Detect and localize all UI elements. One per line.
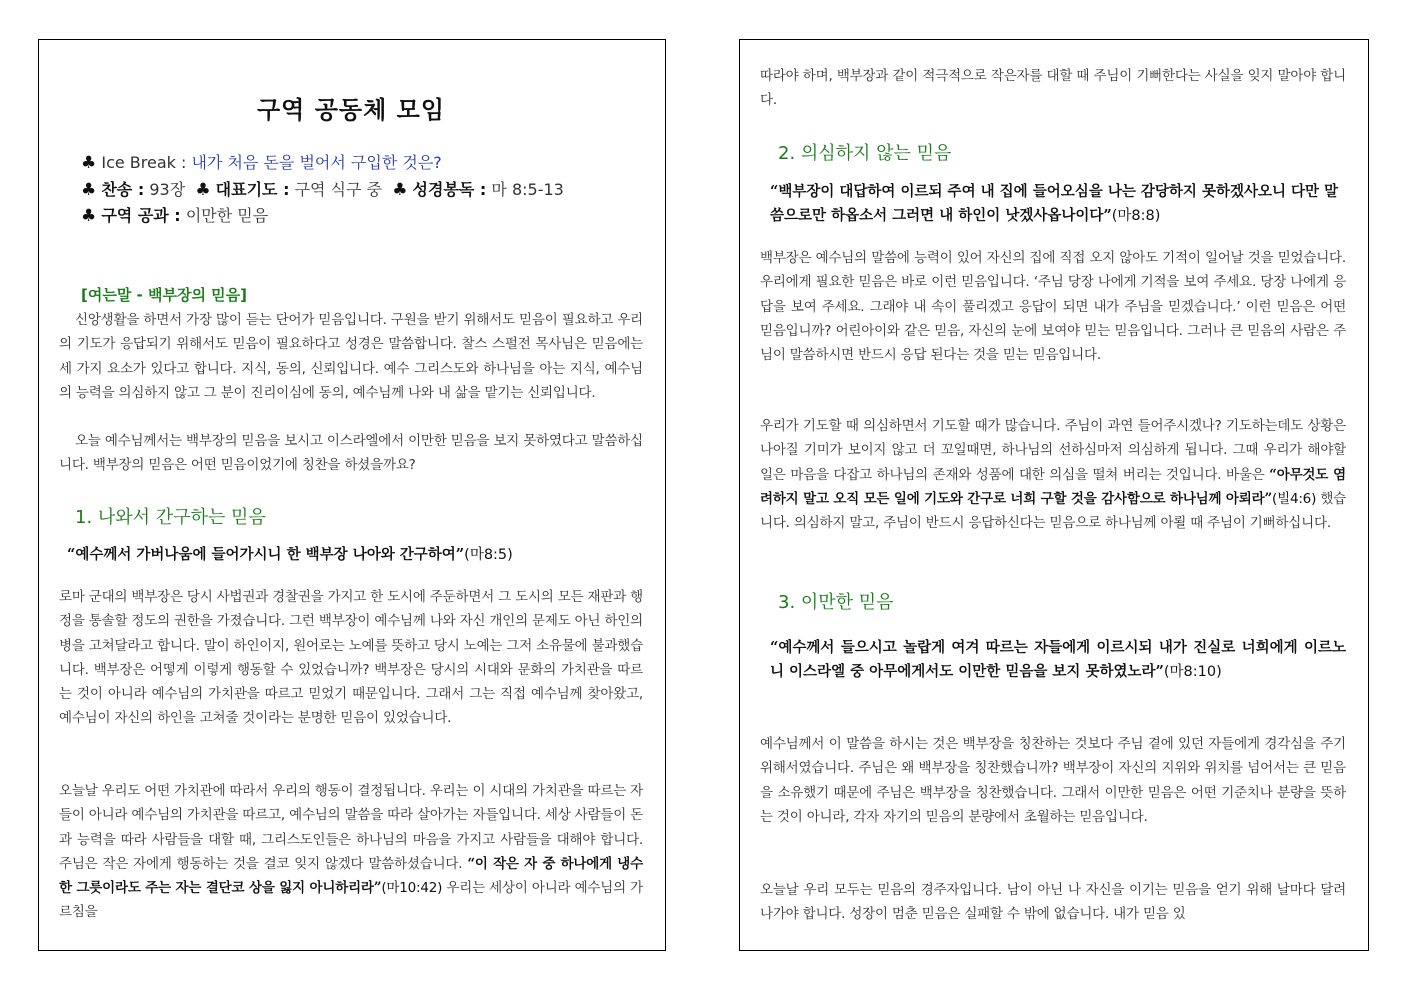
paragraph-text: 우리가 기도할 때 의심하면서 기도할 때가 많습니다. 주님이 과연 들어주시겠나? 기도하는데도 상황은 나아질 기미가 보이지 않고 더 꼬일때면, 하나님의 선하심마저 의심하게 됩니다. 그때 우리가 해야할 일은 마음을 다잡고 하나님의 존재와 성품에 대한 의심을 떨쳐 버리는 것입니다. 바울은	[760, 418, 1346, 483]
right-page	[739, 39, 1369, 951]
continued-paragraph: 따라야 하며, 백부장과 같이 적극적으로 작은자를 대할 때 주님이 기뻐한다는 사실을 잊지 말아야 합니다.	[760, 68, 1346, 109]
scripture-quote-3	[770, 636, 1346, 684]
intro-paragraph-1: 신앙생활을 하면서 가장 많이 듣는 단어가 믿음입니다. 구원을 받기 위해서도 믿음이 필요하고 우리의 기도가 응답되기 위해서도 믿음이 필요하다고 성경은 말씀합니다. 찰스 스펄전 목사님은 믿음에는 세 가지 요소가 있다고 합니다. 지식, 동의, 신뢰입니다. 예수 그리스도와 하나님을 아는 지식, 예수님의 능력을 의심하지 않고 그 분이 진리이심에 동의, 예수님께 나와 내 삶을 맡기는 신뢰입니다.	[59, 312, 643, 401]
prayer-label: 대표기도 :	[215, 180, 290, 199]
intro-label: [여는말 - 백부장의 믿음]	[81, 286, 248, 304]
hymn-label: 찬송 :	[101, 180, 145, 199]
ice-break-label: Ice Break	[101, 153, 176, 172]
section-heading-2: 2. 의심하지 않는 믿음	[778, 143, 952, 164]
reading-value: 마 8:5-13	[491, 180, 564, 199]
quote-text: “예수께서 들으시고 놀랍게 여겨 따르는 자들에게 이르시되 내가 진실로 너희에게 이르노니 이스라엘 중 아무에게서도 이만한 믿음을 보지 못하였노라”	[770, 639, 1346, 680]
quote-text: “백부장이 대답하여 이르되 주여 내 집에 들어오심을 나는 감당하지 못하겠사오니 다만 말씀으로만 하옵소서 그러면 내 하인이 낫겠사옵나이다”	[770, 183, 1339, 224]
paragraph-text: 우리는 세상이 아니라 예수님의 가르침을	[59, 880, 643, 921]
inline-scripture-reference: (마10:42)	[381, 880, 443, 897]
quote-reference: (마8:5)	[464, 547, 513, 563]
quote-text: “예수께서 가버나움에 들어가시니 한 백부장 나아와 간구하여”	[67, 546, 465, 563]
club-icon: ♣	[81, 153, 97, 173]
club-icon: ♣	[81, 180, 97, 200]
club-icon: ♣	[392, 180, 408, 200]
body-paragraph-1: 로마 군대의 백부장은 당시 사법권과 경찰권을 가지고 한 도시에 주둔하면서 그 도시의 모든 재판과 행정을 통솔할 정도의 권한을 가졌습니다. 그런 백부장이 예수님께 나와 자신 개인의 문제도 아닌 하인의 병을 고쳐달라고 합니다. 말이 하인이지, 원어로는 노예를 뜻하고 당시 노예는 그저 소유물에 불과했습니다. 백부장은 어떻게 이렇게 행동할 수 있었습니까? 백부장은 당시의 시대와 문화의 가치관을 따르는 것이 아니라 예수님의 가치관을 따르고 믿었기 때문입니다. 그래서 그는 직접 예수님께 찾아왔고, 예수님이 자신의 하인을 고쳐줄 것이라는 분명한 믿음이 있었습니다.	[59, 589, 643, 727]
body-paragraph-2	[59, 779, 643, 925]
ice-break-sep: :	[175, 153, 192, 172]
inline-scripture-reference: (빌4:6)	[1272, 490, 1317, 507]
reading-label: 성경봉독 :	[412, 180, 487, 199]
worship-order-line	[81, 177, 564, 203]
body-paragraph-3: 백부장은 예수님의 말씀에 능력이 있어 자신의 집에 직접 오지 않아도 기적이 일어날 것을 믿었습니다. 우리에게 필요한 믿음은 바로 이런 믿음입니다. ‘주님 당장 나에게 기적을 보여 주세요. 당장 나에게 응답을 보여 주세요. 그래야 내 속이 풀리겠고 응답이 되면 내가 주님을 믿겠습니다.’ 이런 믿음은 어떤 믿음입니까? 어린아이와 같은 믿음, 자신의 눈에 보여야 믿는 믿음입니다. 그러나 큰 믿음의 사람은 주님이 말씀하시면 반드시 응답 된다는 것을 믿는 믿음입니다.	[760, 250, 1346, 364]
lesson-value: 이만한 믿음	[185, 206, 269, 225]
lesson-label: 구역 공과 :	[101, 206, 181, 225]
scripture-quote-2	[770, 180, 1346, 228]
section-heading-3: 3. 이만한 믿음	[778, 592, 894, 613]
ice-break-question: 내가 처음 돈을 벌어서 구입한 것은?	[191, 153, 442, 172]
quote-reference: (마8:10)	[1163, 664, 1222, 680]
club-icon: ♣	[81, 206, 97, 226]
inline-scripture-quote: “아무것도 염려하지 말고 오직 모든 일에 기도와 간구로 너희 구할 것을 감사함으로 하나님께 아뢰라”	[760, 466, 1346, 507]
left-page	[38, 39, 666, 951]
body-paragraph-4	[760, 414, 1346, 535]
body-paragraph-5: 예수님께서 이 말씀을 하시는 것은 백부장을 칭찬하는 것보다 주님 곁에 있던 자들에게 경각심을 주기 위해서였습니다. 주님은 왜 백부장을 칭찬했습니까? 백부장이 자신의 지위와 위치를 넘어서는 큰 믿음을 소유했기 때문에 주님은 백부장을 칭찬했습니다. 그래서 이만한 믿음은 어떤 기준치나 분량을 뜻하는 것이 아니라, 각자 자기의 믿음의 분량에서 초월하는 믿음입니다.	[760, 736, 1346, 825]
paragraph-text: 했습니다. 의심하지 말고, 주님이 반드시 응답하신다는 믿음으로 하나님께 아뢸 때 주님이 기뻐하십니다.	[760, 490, 1346, 532]
intro-paragraph-2: 오늘 예수님께서는 백부장의 믿음을 보시고 이스라엘에서 이만한 믿음을 보지 못하였다고 말씀하십니다. 백부장의 믿음은 어떤 믿음이었기에 칭찬을 하셨을까요?	[59, 433, 643, 474]
prayer-value: 구역 식구 중	[294, 180, 383, 199]
inline-scripture-quote: “이 작은 자 중 하나에게 냉수 한 그릇이라도 주는 자는 결단코 상을 잃지 아니하리라”	[59, 855, 643, 897]
scripture-quote-1	[67, 543, 643, 567]
lesson-line	[81, 203, 268, 229]
club-icon: ♣	[195, 180, 211, 200]
body-paragraph-6: 오늘날 우리 모두는 믿음의 경주자입니다. 남이 아닌 나 자신을 이기는 믿음을 얻기 위해 날마다 달려나가야 합니다. 성장이 멈춘 믿음은 실패할 수 밖에 없습니다. 내가 믿음 있	[760, 882, 1346, 923]
page-title: 구역 공동체 모임	[257, 96, 445, 124]
ice-break-line	[81, 150, 442, 176]
quote-reference: (마8:8)	[1111, 208, 1161, 224]
section-heading-1: 1. 나와서 간구하는 믿음	[75, 507, 266, 528]
paragraph-text: 오늘날 우리도 어떤 가치관에 따라서 우리의 행동이 결정됩니다. 우리는 이 시대의 가치관을 따르는 자들이 아니라 예수님의 가치관을 따르고, 예수님의 말씀을 따라 살아가는 자들입니다. 세상 사람들이 돈과 능력을 따라 사람들을 대할 때, 그리스도인들은 하나님의 마음을 가지고 사람들을 대해야 합니다. 주님은 작은 자에게 행동하는 것을 결코 잊지 않겠다 말씀하셨습니다.	[59, 783, 643, 872]
hymn-value: 93장	[149, 180, 186, 199]
